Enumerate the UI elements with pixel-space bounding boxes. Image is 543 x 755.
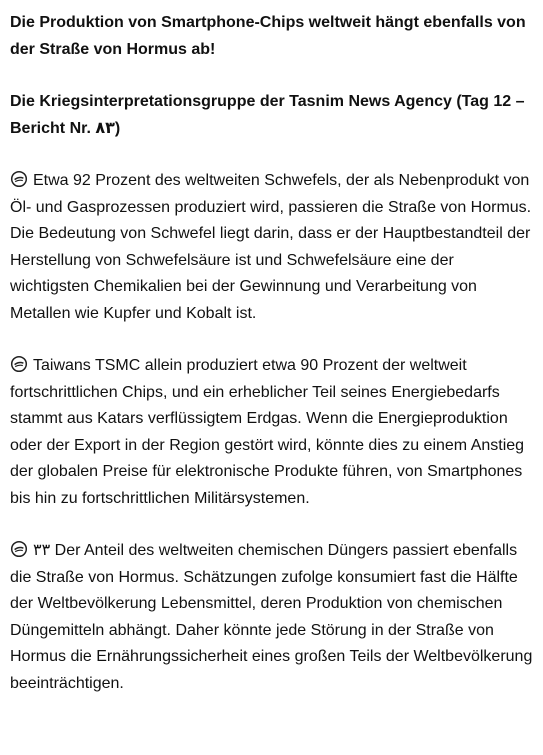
- paragraph-text: Taiwans TSMC allein produziert etwa 90 Prozent der weltweit fortschrittlichen Chips, und ein erheblicher Teil seines Energiebedarfs stammt aus Katars verflüssigtem Erdgas. Wenn die Energieproduktion oder der Export in der Region gestört wird, könnte dies zu einem Anstieg der globalen Preise für elektronische Produkte führen, von Smartphones bis hin zu fortschrittlichen Militärsystemen.: [10, 357, 525, 507]
- paragraph-tsmc: [10, 353, 533, 512]
- chip-icon: [10, 170, 28, 188]
- paragraph-prefix: ۳۳: [33, 542, 51, 559]
- paragraph-text: Etwa 92 Prozent des weltweiten Schwefels, der als Nebenprodukt von Öl- und Gasprozessen produziert wird, passieren die Straße von Hormus. Die Bedeutung von Schwefel liegt darin, dass er der Hauptbestandteil der Herstellung von Schwefelsäure ist und Schwefelsäure eine der wichtigsten Chemikalien bei der Gewinnung und Verarbeitung von Metallen wie Kupfer und Kobalt ist.: [10, 172, 532, 322]
- post-source: Die Kriegsinterpretationsgruppe der Tasnim News Agency (Tag 12 – Bericht Nr. ۸۳): [10, 93, 525, 137]
- chip-icon: [10, 540, 28, 558]
- paragraph-sulfur: [10, 168, 533, 327]
- chip-icon: [10, 355, 28, 373]
- paragraph-text: Der Anteil des weltweiten chemischen Düngers passiert ebenfalls die Straße von Hormus. Schätzungen zufolge konsumiert fast die Hälfte der Weltbevölkerung Lebensmittel, deren Produktion von chemischen Düngemitteln abhängt. Daher könnte jede Störung in der Straße von Hormus die Ernährungssicherheit eines großen Teils der Weltbevölkerung beeinträchtigen.: [10, 542, 533, 692]
- paragraph-fertilizer: [10, 538, 533, 697]
- post-headline: Die Produktion von Smartphone-Chips weltweit hängt ebenfalls von der Straße von Hormus ab!: [10, 14, 526, 58]
